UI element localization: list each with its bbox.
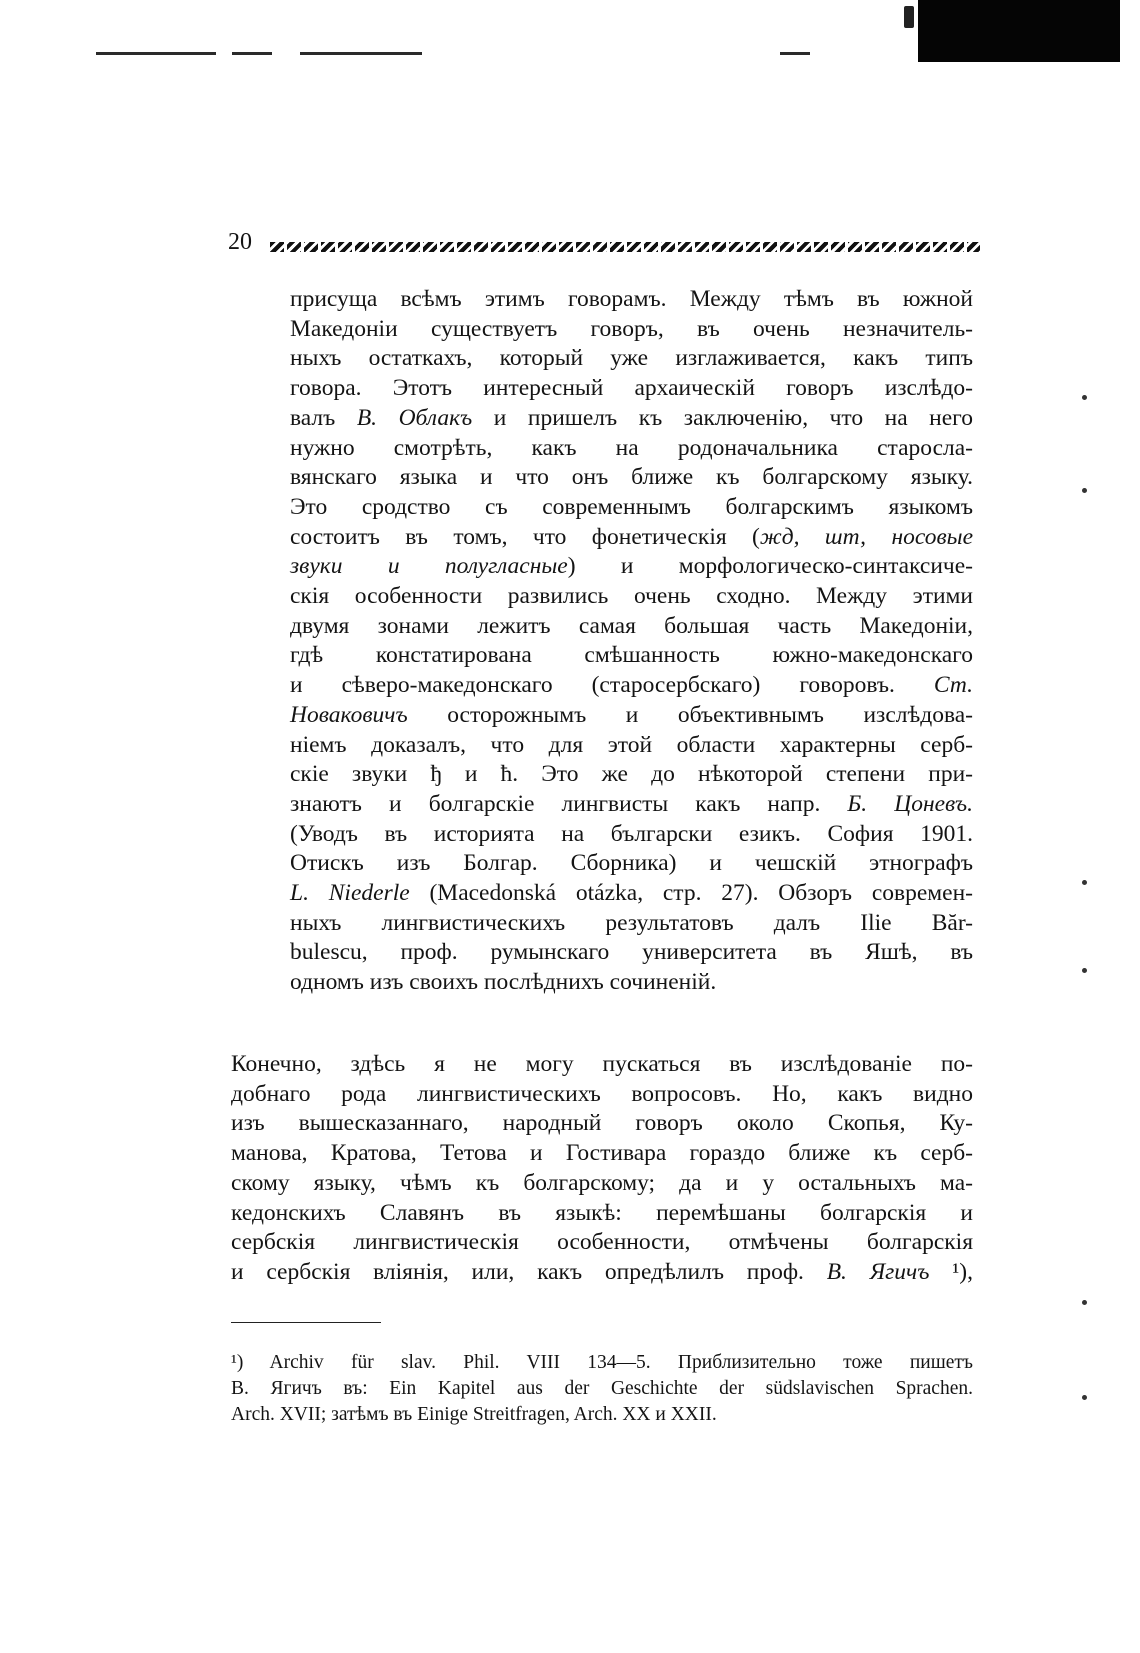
body-line (231, 1199, 973, 1229)
quote-line (290, 285, 973, 315)
text-run: знаютъ и болгарскіе лингвисты какъ напр. (290, 790, 848, 817)
body-paragraph (231, 1050, 973, 1288)
body-line (231, 1080, 973, 1110)
quote-line (290, 463, 973, 493)
scan-speck (1082, 488, 1087, 493)
page-header (228, 228, 980, 258)
text-run: говора. Этотъ интересный архаическій говоръ изслѣдо- (290, 375, 973, 402)
text-run: вянскаго языка и что онъ ближе къ болгарскому языку. (290, 464, 973, 491)
text-run: добнаго рода лингвистическихъ вопросовъ. Но, какъ видно (231, 1080, 973, 1107)
quote-line (290, 641, 973, 671)
text-run: Это сродство съ современнымъ болгарскимъ языкомъ (290, 493, 973, 520)
text-run: ніемъ доказалъ, что для этой области характерны серб- (290, 731, 973, 758)
scan-speck (1082, 1300, 1087, 1305)
footnote-separator (231, 1322, 381, 1323)
italic-run: Ст. (933, 672, 973, 699)
text-run: ¹) Archiv für slav. Phil. VIII 134—5. Приблизительно тоже пишетъ (231, 1352, 973, 1373)
body-line (231, 1258, 973, 1288)
text-run: Конечно, здѣсь я не могу пускаться въ изслѣдованіе по- (231, 1051, 973, 1077)
text-run: валъ (290, 404, 357, 431)
text-run: Arch. XVII; затѣмъ въ Einige Streitfragen, Arch. XX и XXII. (231, 1404, 717, 1425)
quote-line (290, 344, 973, 374)
text-run: и сѣверо-македонскаго (старосербскаго) говоровъ. (290, 672, 934, 699)
text-run: bulescu, проф. румынскаго университета въ Яшѣ, въ (290, 939, 973, 966)
quote-line (290, 493, 973, 523)
footnote-line (231, 1402, 973, 1428)
quote-line (290, 731, 973, 761)
text-run: изъ вышесказаннаго, народный говоръ около Скопья, Ку- (231, 1110, 973, 1137)
text-run: одномъ изъ своихъ послѣднихъ сочиненій. (290, 969, 717, 996)
quote-line (290, 938, 973, 968)
quote-line (290, 374, 973, 404)
italic-run: звуки и полугласные (290, 553, 568, 580)
italic-run: В. Облакъ (356, 404, 473, 431)
header-ornament (270, 242, 980, 252)
page-number: 20 (228, 229, 252, 255)
quote-line (290, 671, 973, 701)
quote-line (290, 820, 973, 850)
quote-line (290, 404, 973, 434)
text-run: двумя зонами лежитъ самая большая часть Македоніи, (290, 612, 973, 639)
text-run: сербскія лингвистическія особенности, отмѣчены болгарскія (231, 1229, 973, 1256)
scan-speck (1082, 1395, 1087, 1400)
text-run: гдѣ констатирована смѣшанность южно-македонскаго (290, 642, 973, 669)
indented-quote-block (290, 285, 973, 998)
body-line (231, 1139, 973, 1169)
text-run: скому языку, чѣмъ къ болгарскому; да и у остальныхъ ма- (231, 1169, 973, 1196)
scan-speck (1082, 968, 1087, 973)
italic-run: L. Niederle (290, 880, 410, 907)
body-line (231, 1109, 973, 1139)
footnote-line (231, 1376, 973, 1402)
footnote (231, 1350, 973, 1428)
quote-line (290, 968, 973, 998)
quote-line (290, 582, 973, 612)
scan-edge-line (780, 52, 810, 55)
text-run: Македоніи существуетъ говоръ, въ очень незначитель- (290, 315, 973, 342)
scan-edge-line (232, 52, 272, 55)
italic-run: жд, шт, носовые (759, 523, 973, 550)
quote-line (290, 523, 973, 553)
quote-line (290, 849, 973, 879)
text-run: осторожнымъ и объективнымъ изслѣдова- (407, 701, 973, 728)
text-run: ¹), (929, 1258, 973, 1285)
text-run: (Macedonská otázka, стр. 27). Обзоръ современ- (409, 880, 973, 907)
quote-line (290, 760, 973, 790)
scan-edge-line (96, 52, 216, 55)
italic-run: Новаковичъ (290, 701, 408, 728)
quote-line (290, 434, 973, 464)
quote-line (290, 879, 973, 909)
quote-line (290, 612, 973, 642)
scan-edge-line (300, 52, 422, 55)
text-run: (Уводъ въ историята на български езикъ. София 1901. (290, 820, 973, 847)
text-run: скія особенности развились очень сходно. Между этими (290, 583, 973, 610)
text-run: состоитъ въ томъ, что фонетическія ( (290, 523, 760, 550)
body-line (231, 1169, 973, 1199)
body-line (231, 1050, 973, 1080)
text-run: и сербскія вліянія, или, какъ опредѣлилъ проф. (231, 1258, 827, 1285)
body-line (231, 1228, 973, 1258)
text-run: В. Ягичъ въ: Ein Kapitel aus der Geschichte der südslavischen Sprachen. (231, 1378, 973, 1399)
text-run: Отискъ изъ Болгар. Сборника) и чешскій этнографъ (290, 850, 973, 877)
text-run: кедонскихъ Славянъ въ языкѣ: перемѣшаны болгарскія и (231, 1199, 973, 1226)
text-run: скіе звуки ђ и ћ. Это же до нѣкоторой степени при- (290, 761, 973, 788)
quote-line (290, 552, 973, 582)
text-run: присуща всѣмъ этимъ говорамъ. Между тѣмъ въ южной (290, 286, 973, 312)
text-run: ныхъ лингвистическихъ результатовъ далъ Ilie Băr- (290, 909, 973, 936)
footnote-line (231, 1350, 973, 1376)
text-run: ныхъ остаткахъ, который уже изглаживается, какъ типъ (290, 345, 973, 372)
quote-line (290, 790, 973, 820)
text-run: и пришелъ къ заключенію, что на него (472, 404, 973, 431)
text-run: манова, Кратова, Тетова и Гостивара гораздо ближе къ серб- (231, 1140, 973, 1167)
text-run: нужно смотрѣть, какъ на родоначальника старосла- (290, 434, 973, 461)
quote-line (290, 701, 973, 731)
italic-run: Б. Цоневъ. (847, 790, 973, 817)
quote-line (290, 909, 973, 939)
italic-run: В. Ягичъ (826, 1258, 930, 1285)
text-run: ) и морфологическо-синтаксиче- (567, 553, 973, 580)
quote-line (290, 315, 973, 345)
scan-speck (1082, 395, 1087, 400)
scan-speck (1082, 880, 1087, 885)
scan-border-mark (918, 0, 1120, 62)
